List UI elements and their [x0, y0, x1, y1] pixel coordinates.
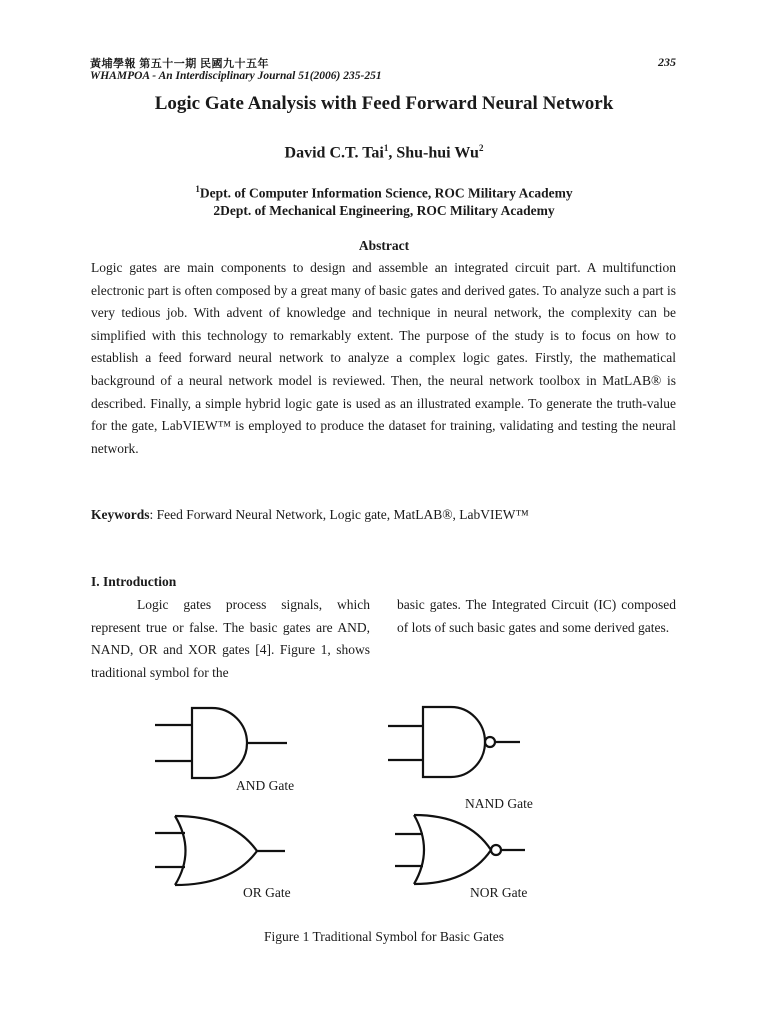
nor-gate-symbol	[392, 812, 537, 887]
nand-gate-label: NAND Gate	[465, 796, 533, 811]
and-gate-label: AND Gate	[236, 778, 295, 793]
page-number: 235	[658, 55, 676, 69]
paper-title: Logic Gate Analysis with Feed Forward Neural Network	[154, 93, 614, 114]
author-separator: ,	[388, 144, 397, 162]
nand-gate-symbol	[383, 704, 528, 779]
affiliation-2: 2Dept. of Mechanical Engineering, ROC Military Academy	[213, 203, 555, 218]
author-1-affiliation-mark: 1	[383, 143, 389, 153]
abstract-heading: Abstract	[358, 238, 410, 253]
keywords-list: : Feed Forward Neural Network, Logic gate, MatLAB®, LabVIEW™	[149, 507, 529, 522]
author-line	[0, 143, 768, 162]
affiliation-1-mark: 1	[195, 184, 200, 194]
section-heading-introduction: I. Introduction	[91, 574, 177, 589]
abstract-text: Logic gates are main components to design and assemble an integrated circuit part. A multifunction electronic part is often composed by a great many of basic gates and derived gates. To analyze such a part is very tedious job. With advent of knowledge and technique in neural network, the complexity can be simplified with this technology to remarkably extent. The purpose of the study is to focus on how to establish a feed forward neural network to analyze a complex logic gates. Firstly, the mathematical background of a neural network model is reviewed. Then, the neural network toolbox in MatLAB® is described. Finally, a simple hybrid logic gate is used as an illustrated example. To generate the truth-value for the gate, LabVIEW™ is employed to produce the dataset for training, validating and testing the neural network.	[91, 260, 676, 456]
author-2: Shu-hui Wu	[396, 144, 479, 162]
journal-header: WHAMPOA - An Interdisciplinary Journal 51(2006) 235-251	[90, 70, 382, 82]
intro-right-column: basic gates. The Integrated Circuit (IC) composed of lots of such basic gates and some derived gates.	[397, 597, 676, 635]
affiliation-1-text: Dept. of Computer Information Science, ROC Military Academy	[199, 185, 573, 201]
author-1: David C.T. Tai	[284, 144, 384, 162]
affiliation-1	[0, 184, 768, 202]
or-gate-symbol	[150, 813, 295, 888]
nor-gate-label: NOR Gate	[470, 885, 528, 900]
intro-left-column: Logic gates process signals, which represent true or false. The basic gates are AND, NAND, OR and XOR gates [4]. Figure 1, shows traditional symbol for the	[91, 597, 370, 680]
journal-header-chinese: 黃埔學報 第五十一期 民國九十五年	[90, 58, 269, 70]
and-gate-symbol	[150, 705, 295, 780]
keywords-label: Keywords	[91, 507, 150, 522]
figure-caption: Figure 1 Traditional Symbol for Basic Gates	[264, 929, 504, 944]
keywords	[91, 507, 529, 523]
or-gate-label: OR Gate	[243, 885, 291, 900]
author-2-affiliation-mark: 2	[478, 143, 484, 153]
